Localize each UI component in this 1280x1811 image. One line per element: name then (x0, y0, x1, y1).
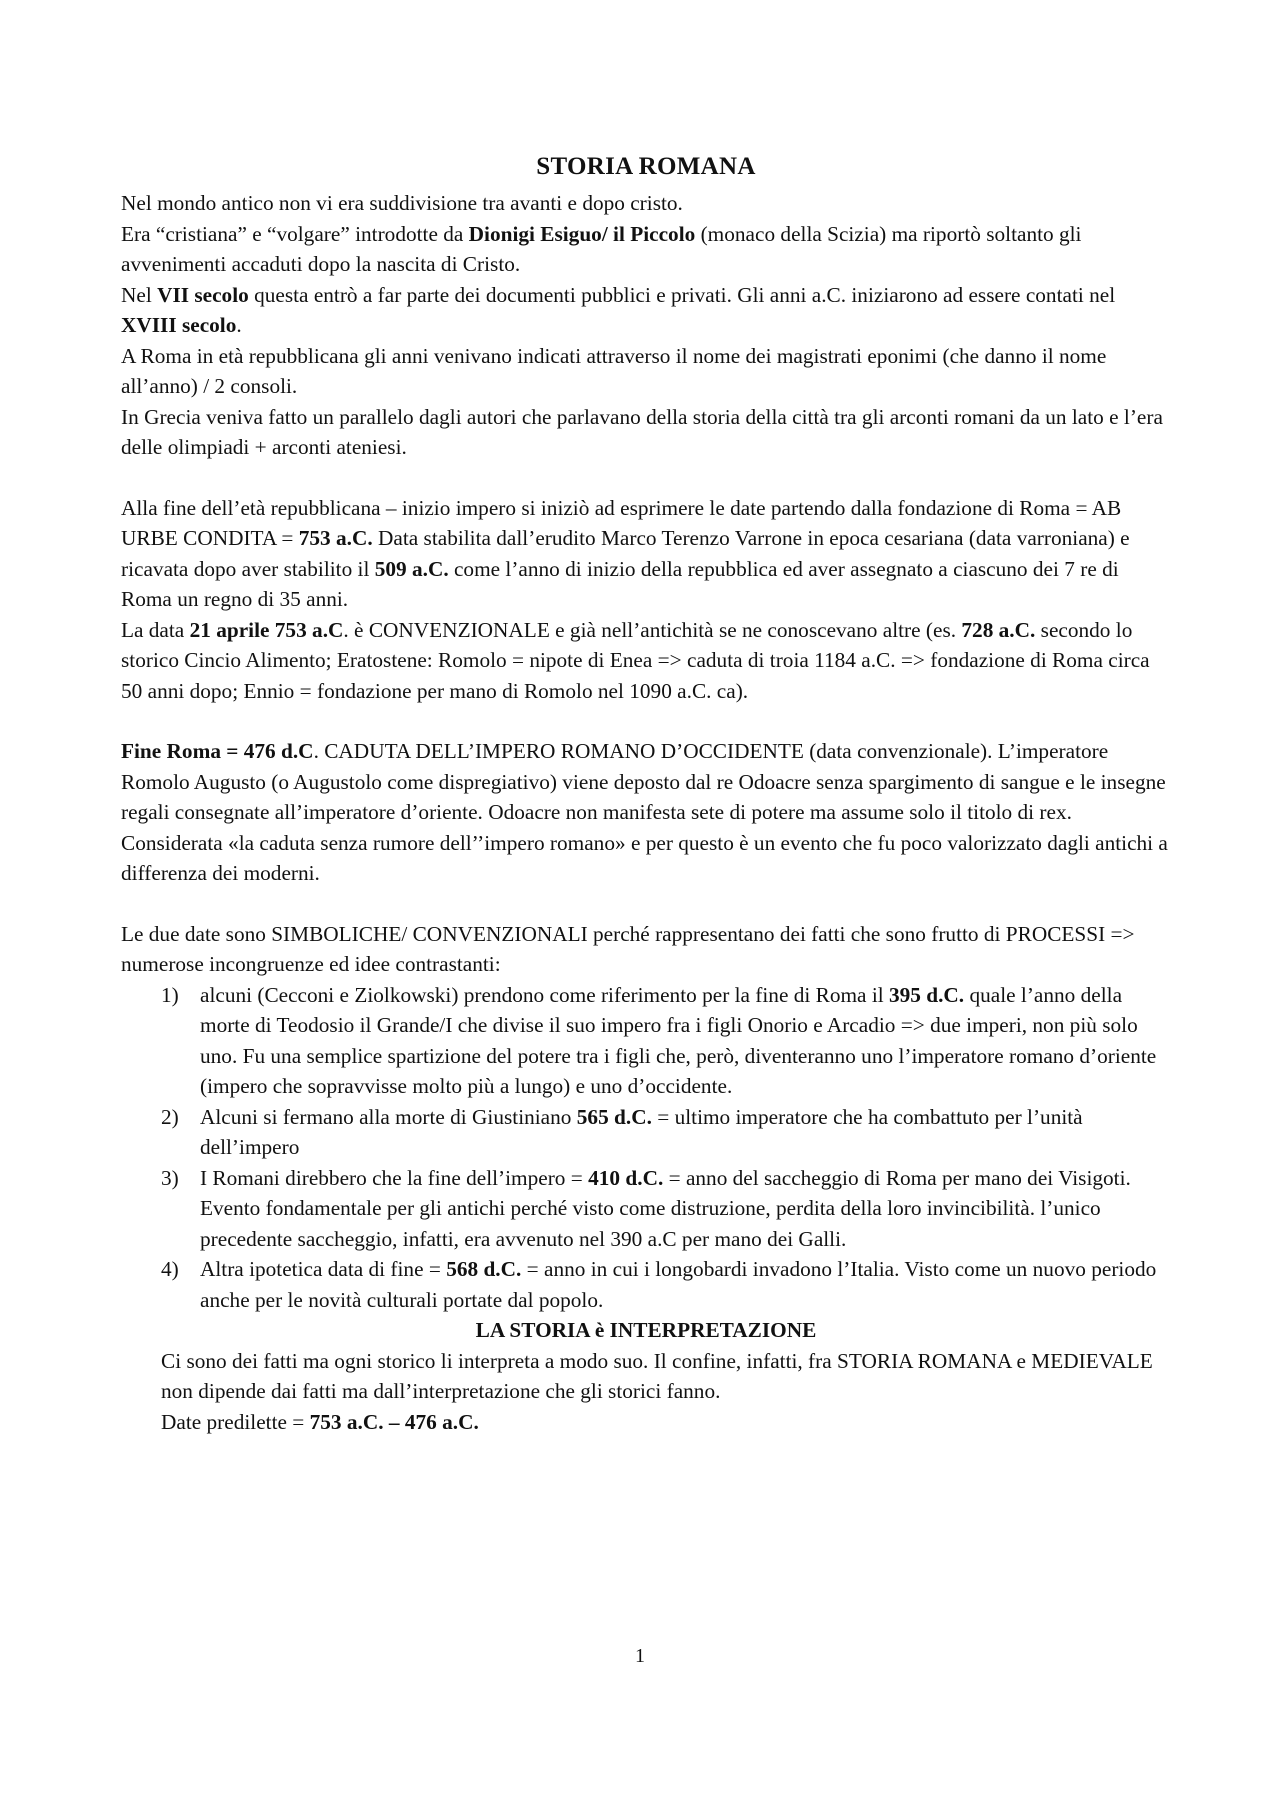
intro-paragraph: Nel mondo antico non vi era suddivisione tra avanti e dopo cristo. Era “cristiana” e “volgare” introdotte da Dionigi Esiguo/ il Piccolo (monaco della Scizia) ma riportò soltanto gli avvenimenti accaduti dopo la nascita di Cristo. Nel VII secolo questa entrò a far parte dei documenti pubblici e privati. Gli anni a.C. iniziarono ad essere contati nel XVIII secolo. A Roma in età repubblicana gli anni venivano indicati attraverso il nome dei magistrati eponimi (che danno il nome all’anno) / 2 consoli. In Grecia veniva fatto un parallelo dagli autori che parlavano della storia della città tra gli arconti romani da un lato e l’era delle olimpiadi + arconti ateniesi. (121, 191, 1163, 459)
dionigi-name: Dionigi Esiguo/ il Piccolo (468, 221, 696, 246)
list-item: 4) Altra ipotetica data di fine = 568 d.C. = anno in cui i longobardi invadono l’Italia. Visto come un nuovo periodo anche per le novità culturali portate dal popolo. (161, 1257, 1157, 1312)
page-number: 1 (635, 1645, 645, 1667)
interpretation-paragraph: Ci sono dei fatti ma ogni storico li interpreta a modo suo. Il confine, infatti, fra STORIA ROMANA e MEDIEVALE non dipende dai fatti ma dall’interpretazione che gli storici fanno. Date predilette = 753 a.C. – 476 a.C. (161, 1348, 1153, 1434)
dates-list (121, 980, 1171, 1316)
preferred-dates: 753 a.C. – 476 a.C. (309, 1409, 479, 1434)
dates-intro: Le due date sono SIMBOLICHE/ CONVENZIONALI perché rappresentano dei fatti che sono frutto di PROCESSI => numerose incongruenze ed idee contrastanti: (121, 921, 1135, 976)
intro-line-1: Nel mondo antico non vi era suddivisione tra avanti e dopo cristo. (121, 191, 683, 215)
page-title: STORIA ROMANA (536, 153, 756, 180)
list-item: 3) I Romani direbbero che la fine dell’impero = 410 d.C. = anno del saccheggio di Roma per mano dei Visigoti. Evento fondamentale per gli antichi perché visto come distruzione, perdita della loro invincibilità. l’unico precedente saccheggio, infatti, era avvenuto nel 390 a.C per mano dei Galli. (161, 1165, 1131, 1251)
foundation-paragraph: Alla fine dell’età repubblicana – inizio impero si iniziò ad esprimere le date partendo dalla fondazione di Roma = AB URBE CONDITA = 753 a.C. Data stabilita dall’erudito Marco Terenzo Varrone in epoca cesariana (data varroniana) e ricavata dopo aver stabilito il 509 a.C. come l’anno di inizio della repubblica ed aver assegnato a ciascuno dei 7 re di Roma un regno di 35 anni. La data 21 aprile 753 a.C. è CONVENZIONALE e già nell’antichità se ne conoscevano altre (es. 728 a.C. secondo lo storico Cincio Alimento; Eratostene: Romolo = nipote di Enea => caduta di troia 1184 a.C. => fondazione di Roma circa 50 anni dopo; Ennio = fondazione per mano di Romolo nel 1090 a.C. ca). (121, 495, 1150, 703)
section-heading: LA STORIA è INTERPRETAZIONE (475, 1318, 817, 1342)
list-item: 2) Alcuni si fermano alla morte di Giustiniano 565 d.C. = ultimo imperatore che ha combattuto per l’unità dell’impero (161, 1104, 1083, 1159)
document-page (121, 152, 1171, 1437)
list-item: 1) alcuni (Cecconi e Ziolkowski) prendono come riferimento per la fine di Roma il 395 d.C. quale l’anno della morte di Teodosio il Grande/I che divise il suo impero fra i figli Onorio e Arcadio => due imperi, non più solo uno. Fu una semplice spartizione del potere tra i figli che, però, diventeranno uno l’imperatore romano d’oriente (impero che sopravvisse molto più a lungo) e uno d’occidente. (161, 982, 1157, 1098)
end-of-rome-paragraph: Fine Roma = 476 d.C. CADUTA DELL’IMPERO ROMANO D’OCCIDENTE (data convenzionale). L’imperatore Romolo Augusto (o Augustolo come dispregiativo) viene deposto dal re Odoacre senza spargimento di sangue e le insegne regali consegnate all’imperatore d’oriente. Odoacre non manifesta sete di potere ma assume solo il titolo di rex. Considerata «la caduta senza rumore dell’’impero romano» e per questo è un evento che fu poco valorizzato dagli antichi a differenza dei moderni. (121, 739, 1168, 885)
